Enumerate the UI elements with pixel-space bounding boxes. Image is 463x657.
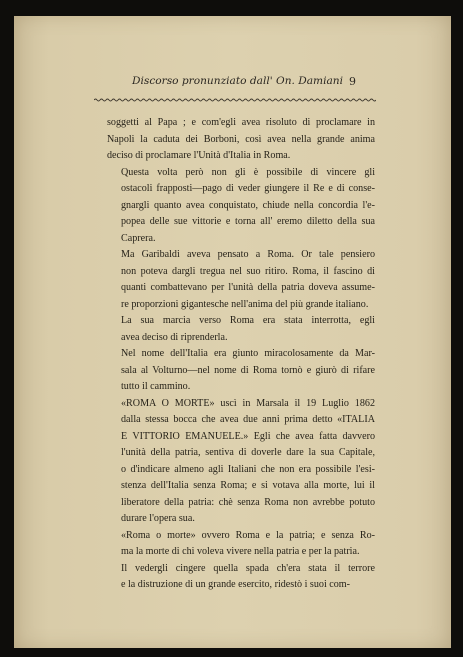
paragraph (107, 528, 375, 561)
text-line: «ROMA O MORTE» uscì in Marsala il 19 Luglio 1862 (121, 397, 375, 409)
text-line: liberatore della patria: chè senza Roma non avrebbe potuto (121, 496, 375, 508)
paragraph (107, 396, 375, 528)
text-line: gnargli quanto avea conquistato, chiude nella concordia l'e- (121, 199, 375, 211)
paragraph (107, 165, 375, 248)
page-header (14, 75, 451, 91)
text-line: Napoli la caduta dei Borboni, così avea nella grande anima (107, 133, 375, 145)
text-line: Ma Garibaldi aveva pensato a Roma. Or tale pensiero (121, 249, 375, 260)
text-line: «Roma o morte» ovvero Roma e la patria; e senza Ro- (121, 529, 375, 541)
text-line: avea deciso di riprenderla. (121, 331, 228, 343)
text-line: La sua marcia verso Roma era stata interrotta, egli (121, 315, 375, 326)
paragraph (107, 313, 375, 346)
text-line: l'unità della patria, sentiva di doverle dare la sua Capitale, (121, 447, 375, 458)
text-line: stenza dell'Italia senza Roma; e si votava alla morte, lui il (121, 480, 375, 491)
text-line: e la distruzione di un grande esercito, ridestò i suoi com- (121, 579, 351, 590)
text-line: sala al Volturno—nel nome di Roma tornò e giurò di rifare (121, 364, 375, 376)
book-page (14, 16, 451, 648)
wavy-rule-ornament (94, 96, 376, 104)
text-line: E VITTORIO EMANUELE.» Egli che avea fatta davvero (121, 430, 375, 442)
paragraph (107, 346, 375, 396)
text-line: Nel nome dell'Italia era giunto miracolosamente da Mar- (121, 348, 375, 359)
text-line: durare l'opera sua. (121, 513, 195, 524)
text-line: Questa volta però non gli è possibile di vincere gli (121, 166, 375, 178)
paragraph (107, 561, 375, 594)
body-text (107, 115, 375, 594)
paragraph (107, 115, 375, 165)
text-line: re proporzioni gigantesche nell'anima del più grande italiano. (121, 298, 369, 310)
text-line: non poteva dargli tregua nel suo ritiro. Roma, il fascino di (121, 265, 375, 277)
running-title: Discorso pronunziato dall' On. Damiani (132, 75, 344, 87)
text-line: soggetti al Papa ; e com'egli avea risoluto di proclamare in (107, 117, 375, 128)
text-line: tutto il cammino. (121, 381, 191, 392)
paragraph (107, 247, 375, 313)
text-line: ma la morte di chi voleva vivere nella patria e per la patria. (121, 546, 360, 557)
page-number: 9 (349, 75, 356, 88)
text-line: deciso di proclamare l'Unità d'Italia in Roma. (107, 150, 291, 161)
text-line: quanti combattevano per l'unità della patria doveva assume- (121, 282, 375, 293)
text-line: o d'indicare almeno agli Italiani che non era possibile l'esi- (121, 463, 375, 475)
text-line: ostacoli frapposti—pago di veder giungere il Re e di conse- (121, 183, 375, 194)
text-line: dalla stessa bocca che avea due anni prima detto «ITALIA (121, 414, 375, 425)
text-line: Il vedergli cingere quella spada ch'era stata il terrore (121, 562, 375, 574)
text-line: popea delle sue vittorie e torna all' eremo diletto della sua (121, 216, 375, 227)
text-line: Caprera. (121, 232, 156, 244)
